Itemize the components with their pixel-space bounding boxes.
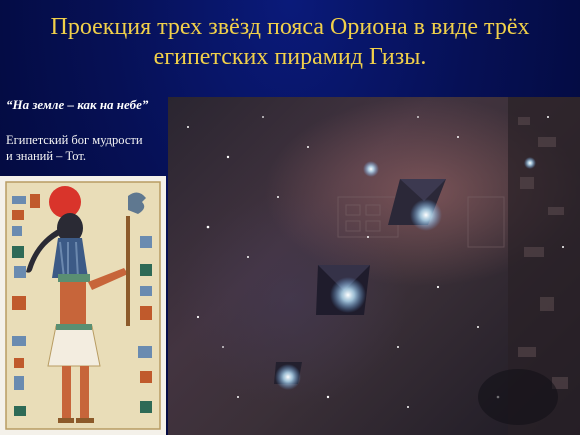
title-line-2: египетских пирамид Гизы. bbox=[153, 44, 427, 70]
quote-text: “На земле – как на небе” bbox=[6, 97, 149, 112]
caption-line-1: Египетский бог мудрости bbox=[6, 133, 143, 147]
giza-orion-photo bbox=[168, 97, 580, 435]
caption-text bbox=[6, 132, 166, 164]
thoth-illustration bbox=[0, 176, 166, 435]
thoth-image bbox=[0, 176, 166, 435]
slide-title bbox=[10, 12, 570, 72]
giza-pyramids-stars bbox=[168, 97, 580, 435]
caption-line-2: и знаний – Тот. bbox=[6, 149, 86, 163]
title-line-1: Проекция трех звёзд пояса Ориона в виде трёх bbox=[50, 14, 530, 40]
